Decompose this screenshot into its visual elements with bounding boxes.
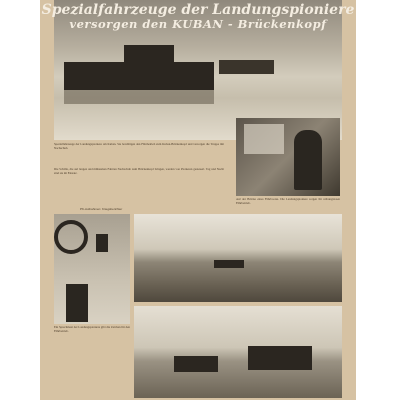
- ferry-superstructure: [124, 45, 174, 65]
- window-frame: [244, 124, 284, 154]
- ferry-right: [248, 346, 312, 370]
- intro-text: Die Schiffe, die auf langen und mühsamen Fahrten Nachschub zum Brückenkopf bringen, werden von Pionieren gesteuert. Tag und Nacht sind sie im Einsatz.: [54, 168, 224, 175]
- ferry-silhouette: [64, 62, 214, 90]
- signalman-figure: [66, 284, 88, 322]
- headline-line1: Spezialfahrzeuge der Landungspioniere: [41, 2, 355, 18]
- mast-photo: [54, 214, 130, 324]
- caption-boat: Auf der Brücke eines Fährbootes. Die Landungspioniere sorgen für reibungslosen Fährbetrieb.: [236, 198, 340, 205]
- signal-flag: [96, 234, 108, 252]
- sailor-figure: [294, 130, 322, 190]
- photo-credit: PK-Aufnahmen: Kriegsberichter: [80, 207, 123, 211]
- water-reflection: [64, 90, 214, 104]
- headline: [40, 2, 356, 31]
- wheel-ring: [54, 220, 88, 254]
- caption-mast: Ein Sprechmast der Landungspioniere gibt die Zeichen für den Fährbetrieb.: [54, 326, 130, 333]
- ferry-left: [174, 356, 218, 372]
- ferry-wave-photo: [134, 214, 342, 302]
- ferry-small: [214, 260, 244, 268]
- headline-line2: versorgen den KUBAN - Brückenkopf: [69, 17, 327, 31]
- caption-main: Spezialfahrzeuge der Landungspioniere am Kuban. Sie bewältigen den Fährbetrieb zum Kuban-Brückenkopf und versorgen die Truppe mit Nachschub.: [54, 143, 224, 150]
- ferries-bottom-photo: [134, 306, 342, 398]
- boat-photo: [236, 118, 340, 196]
- distant-vessel: [219, 60, 274, 74]
- magazine-page: [40, 0, 356, 400]
